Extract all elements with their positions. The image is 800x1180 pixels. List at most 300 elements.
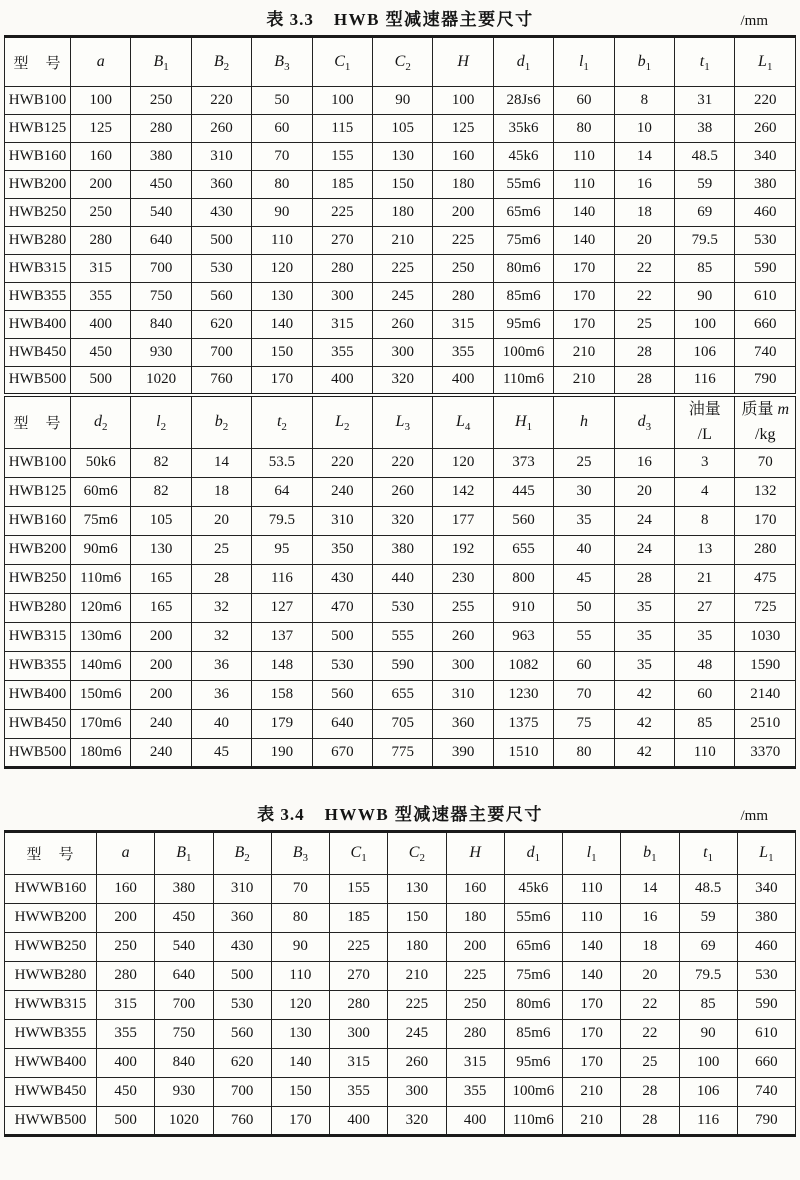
value-cell: 930 (131, 339, 191, 367)
value-cell: 110 (554, 143, 614, 171)
value-cell: 260 (388, 1048, 446, 1077)
table-row (5, 593, 796, 622)
value-cell: 963 (493, 622, 553, 651)
value-cell: 355 (330, 1077, 388, 1106)
value-cell: 55m6 (504, 903, 562, 932)
value-cell: 28 (621, 1106, 679, 1135)
value-cell: 42 (614, 738, 674, 767)
column-header-h: h (554, 395, 614, 449)
value-cell: 225 (446, 961, 504, 990)
value-cell: 10 (614, 115, 674, 143)
value-cell: 500 (71, 367, 131, 395)
value-cell: 35k6 (493, 115, 553, 143)
value-cell: 45k6 (504, 874, 562, 903)
value-cell: 155 (312, 143, 372, 171)
table-row (5, 961, 796, 990)
value-cell: 210 (554, 367, 614, 395)
value-cell: 1030 (735, 622, 796, 651)
value-cell: 700 (131, 255, 191, 283)
value-cell: 59 (675, 171, 735, 199)
value-cell: 45 (554, 564, 614, 593)
value-cell: 380 (737, 903, 795, 932)
value-cell: 640 (312, 709, 372, 738)
value-cell: 590 (735, 255, 796, 283)
value-cell: 270 (330, 961, 388, 990)
value-cell: 140 (563, 932, 621, 961)
value-cell: 132 (735, 477, 796, 506)
model-cell: HWWB250 (5, 932, 97, 961)
value-cell: 21 (675, 564, 735, 593)
value-cell: 40 (554, 535, 614, 564)
value-cell: 760 (191, 367, 251, 395)
value-cell: 110 (554, 171, 614, 199)
value-cell: 1020 (155, 1106, 213, 1135)
value-cell: 160 (433, 143, 493, 171)
value-cell: 48 (675, 651, 735, 680)
value-cell: 210 (563, 1106, 621, 1135)
value-cell: 460 (737, 932, 795, 961)
value-cell: 35 (614, 651, 674, 680)
value-cell: 24 (614, 506, 674, 535)
value-cell: 140m6 (71, 651, 131, 680)
value-cell: 1082 (493, 651, 553, 680)
value-cell: 85 (675, 709, 735, 738)
table-3-3 (4, 35, 796, 769)
value-cell: 90 (252, 199, 312, 227)
value-cell: 110 (271, 961, 329, 990)
value-cell: 620 (191, 311, 251, 339)
value-cell: 555 (373, 622, 433, 651)
value-cell: 137 (252, 622, 312, 651)
table-3-4-header (5, 831, 796, 874)
column-header-H1: $H_1$ (493, 395, 553, 449)
value-cell: 120 (433, 448, 493, 477)
value-cell: 170 (554, 311, 614, 339)
column-header-d1: $d_1$ (504, 831, 562, 874)
value-cell: 60 (554, 87, 614, 115)
value-cell: 280 (433, 283, 493, 311)
table-3-3-title: HWB 型减速器主要尺寸 (333, 10, 534, 29)
model-cell: HWB315 (5, 622, 71, 651)
value-cell: 170 (252, 367, 312, 395)
value-cell: 70 (735, 448, 796, 477)
table-row (5, 1077, 796, 1106)
value-cell: 95m6 (493, 311, 553, 339)
value-cell: 450 (71, 339, 131, 367)
value-cell: 31 (675, 87, 735, 115)
model-cell: HWB200 (5, 171, 71, 199)
value-cell: 18 (614, 199, 674, 227)
value-cell: 100 (679, 1048, 737, 1077)
value-cell: 200 (71, 171, 131, 199)
value-cell: 470 (312, 593, 372, 622)
value-cell: 280 (446, 1019, 504, 1048)
value-cell: 32 (191, 622, 251, 651)
table-row (5, 87, 796, 115)
value-cell: 35 (554, 506, 614, 535)
column-header-b1: $b_1$ (614, 37, 674, 87)
value-cell: 40 (191, 709, 251, 738)
header-row (5, 831, 796, 874)
value-cell: 150 (252, 339, 312, 367)
value-cell: 460 (735, 199, 796, 227)
value-cell: 14 (191, 448, 251, 477)
value-cell: 170 (271, 1106, 329, 1135)
value-cell: 240 (312, 477, 372, 506)
model-cell: HWB125 (5, 477, 71, 506)
value-cell: 140 (252, 311, 312, 339)
model-cell: HWB500 (5, 738, 71, 767)
column-header-model: 型 号 (5, 37, 71, 87)
value-cell: 640 (131, 227, 191, 255)
value-cell: 280 (735, 535, 796, 564)
value-cell: 315 (71, 255, 131, 283)
column-header-a: a (97, 831, 155, 874)
table-row (5, 477, 796, 506)
value-cell: 220 (312, 448, 372, 477)
column-header-L1: $L_1$ (735, 37, 796, 87)
value-cell: 180 (433, 171, 493, 199)
value-cell: 355 (312, 339, 372, 367)
value-cell: 180 (373, 199, 433, 227)
header-row (5, 395, 796, 449)
value-cell: 1510 (493, 738, 553, 767)
value-cell: 69 (679, 932, 737, 961)
model-cell: HWB280 (5, 227, 71, 255)
value-cell: 220 (191, 87, 251, 115)
value-cell: 80 (252, 171, 312, 199)
value-cell: 1020 (131, 367, 191, 395)
value-cell: 75m6 (504, 961, 562, 990)
table-row (5, 932, 796, 961)
value-cell: 20 (191, 506, 251, 535)
model-cell: HWB125 (5, 115, 71, 143)
column-header-t2: $t_2$ (252, 395, 312, 449)
value-cell: 560 (312, 680, 372, 709)
value-cell: 180m6 (71, 738, 131, 767)
model-cell: HWB315 (5, 255, 71, 283)
table-row (5, 367, 796, 395)
model-cell: HWB250 (5, 199, 71, 227)
value-cell: 185 (330, 903, 388, 932)
table-row (5, 1019, 796, 1048)
value-cell: 106 (679, 1077, 737, 1106)
table-row (5, 651, 796, 680)
column-header-d1: $d_1$ (493, 37, 553, 87)
value-cell: 740 (737, 1077, 795, 1106)
value-cell: 59 (679, 903, 737, 932)
value-cell: 110 (563, 874, 621, 903)
value-cell: 140 (554, 199, 614, 227)
value-cell: 28 (614, 367, 674, 395)
header-line: 质量 m (741, 400, 790, 418)
value-cell: 8 (675, 506, 735, 535)
value-cell: 185 (312, 171, 372, 199)
value-cell: 105 (373, 115, 433, 143)
value-cell: 450 (131, 171, 191, 199)
value-cell: 390 (433, 738, 493, 767)
value-cell: 200 (433, 199, 493, 227)
value-cell: 240 (131, 709, 191, 738)
value-cell: 82 (131, 477, 191, 506)
value-cell: 340 (737, 874, 795, 903)
table-row (5, 171, 796, 199)
value-cell: 170m6 (71, 709, 131, 738)
model-cell: HWWB400 (5, 1048, 97, 1077)
value-cell: 280 (131, 115, 191, 143)
value-cell: 140 (554, 227, 614, 255)
value-cell: 560 (213, 1019, 271, 1048)
table-row (5, 283, 796, 311)
value-cell: 13 (675, 535, 735, 564)
value-cell: 380 (735, 171, 796, 199)
value-cell: 475 (735, 564, 796, 593)
value-cell: 27 (675, 593, 735, 622)
value-cell: 220 (735, 87, 796, 115)
value-cell: 225 (388, 990, 446, 1019)
model-cell: HWWB500 (5, 1106, 97, 1135)
column-header-l1: $l_1$ (554, 37, 614, 87)
value-cell: 355 (97, 1019, 155, 1048)
value-cell: 100 (433, 87, 493, 115)
table-3-3-header-upper (5, 37, 796, 87)
value-cell: 50k6 (71, 448, 131, 477)
table-3-4 (4, 830, 796, 1137)
value-cell: 355 (71, 283, 131, 311)
value-cell: 620 (213, 1048, 271, 1077)
value-cell: 360 (433, 709, 493, 738)
value-cell: 700 (191, 339, 251, 367)
model-cell: HWWB450 (5, 1077, 97, 1106)
value-cell: 220 (373, 448, 433, 477)
value-cell: 1590 (735, 651, 796, 680)
value-cell: 150m6 (71, 680, 131, 709)
column-header-L4: $L_4$ (433, 395, 493, 449)
value-cell: 200 (446, 932, 504, 961)
value-cell: 260 (735, 115, 796, 143)
value-cell: 16 (621, 903, 679, 932)
value-cell: 20 (614, 477, 674, 506)
value-cell: 100 (71, 87, 131, 115)
value-cell: 120m6 (71, 593, 131, 622)
value-cell: 160 (71, 143, 131, 171)
table-3-3-unit-label: /mm (740, 13, 768, 29)
value-cell: 530 (312, 651, 372, 680)
value-cell: 110 (563, 903, 621, 932)
header-row (5, 37, 796, 87)
value-cell: 25 (614, 311, 674, 339)
value-cell: 130 (252, 283, 312, 311)
table-3-4-title: HWWB 型减速器主要尺寸 (324, 804, 543, 824)
table-3-4-caption (4, 803, 796, 827)
value-cell: 155 (330, 874, 388, 903)
model-cell: HWB160 (5, 506, 71, 535)
value-cell: 20 (621, 961, 679, 990)
value-cell: 250 (433, 255, 493, 283)
value-cell: 90 (373, 87, 433, 115)
value-cell: 28 (614, 564, 674, 593)
value-cell: 42 (614, 680, 674, 709)
value-cell: 179 (252, 709, 312, 738)
value-cell: 3370 (735, 738, 796, 767)
value-cell: 530 (735, 227, 796, 255)
value-cell: 590 (737, 990, 795, 1019)
value-cell: 450 (97, 1077, 155, 1106)
column-header-b2: $b_2$ (191, 395, 251, 449)
value-cell: 16 (614, 171, 674, 199)
value-cell: 380 (155, 874, 213, 903)
value-cell: 400 (97, 1048, 155, 1077)
value-cell: 60 (554, 651, 614, 680)
value-cell: 260 (433, 622, 493, 651)
column-header-H: H (446, 831, 504, 874)
value-cell: 445 (493, 477, 553, 506)
column-header-C1: $C_1$ (330, 831, 388, 874)
value-cell: 170 (563, 1019, 621, 1048)
value-cell: 170 (735, 506, 796, 535)
value-cell: 315 (433, 311, 493, 339)
value-cell: 300 (312, 283, 372, 311)
value-cell: 18 (191, 477, 251, 506)
header-line: /L (697, 426, 712, 444)
value-cell: 80 (271, 903, 329, 932)
value-cell: 14 (614, 143, 674, 171)
model-cell: HWWB315 (5, 990, 97, 1019)
value-cell: 90m6 (71, 535, 131, 564)
value-cell: 360 (213, 903, 271, 932)
table-row (5, 339, 796, 367)
value-cell: 225 (312, 199, 372, 227)
value-cell: 300 (388, 1077, 446, 1106)
value-cell: 14 (621, 874, 679, 903)
value-cell: 430 (312, 564, 372, 593)
value-cell: 165 (131, 564, 191, 593)
value-cell: 90 (679, 1019, 737, 1048)
value-cell: 190 (252, 738, 312, 767)
value-cell: 400 (312, 367, 372, 395)
value-cell: 110 (675, 738, 735, 767)
value-cell: 60m6 (71, 477, 131, 506)
value-cell: 700 (213, 1077, 271, 1106)
header-line: /kg (755, 426, 776, 444)
value-cell: 170 (554, 255, 614, 283)
value-cell: 775 (373, 738, 433, 767)
value-cell: 22 (614, 255, 674, 283)
table-row (5, 990, 796, 1019)
value-cell: 750 (155, 1019, 213, 1048)
value-cell: 705 (373, 709, 433, 738)
model-cell: HWB500 (5, 367, 71, 395)
value-cell: 110 (252, 227, 312, 255)
value-cell: 55 (554, 622, 614, 651)
value-cell: 590 (373, 651, 433, 680)
model-cell: HWB355 (5, 651, 71, 680)
value-cell: 655 (493, 535, 553, 564)
value-cell: 22 (621, 1019, 679, 1048)
value-cell: 225 (330, 932, 388, 961)
column-header-L2: $L_2$ (312, 395, 372, 449)
value-cell: 530 (191, 255, 251, 283)
value-cell: 310 (433, 680, 493, 709)
value-cell: 400 (330, 1106, 388, 1135)
value-cell: 65m6 (493, 199, 553, 227)
column-header-d2: $d_2$ (71, 395, 131, 449)
value-cell: 100m6 (493, 339, 553, 367)
value-cell: 24 (614, 535, 674, 564)
model-cell: HWWB160 (5, 874, 97, 903)
model-cell: HWWB355 (5, 1019, 97, 1048)
table-row (5, 874, 796, 903)
column-header-d3: $d_3$ (614, 395, 674, 449)
value-cell: 540 (155, 932, 213, 961)
value-cell: 150 (271, 1077, 329, 1106)
value-cell: 160 (97, 874, 155, 903)
value-cell: 60 (675, 680, 735, 709)
value-cell: 500 (191, 227, 251, 255)
value-cell: 560 (191, 283, 251, 311)
value-cell: 75m6 (71, 506, 131, 535)
model-cell: HWWB200 (5, 903, 97, 932)
value-cell: 310 (191, 143, 251, 171)
value-cell: 30 (554, 477, 614, 506)
value-cell: 640 (155, 961, 213, 990)
value-cell: 100 (675, 311, 735, 339)
table-row (5, 311, 796, 339)
value-cell: 100 (312, 87, 372, 115)
value-cell: 170 (563, 1048, 621, 1077)
value-cell: 79.5 (675, 227, 735, 255)
value-cell: 45 (191, 738, 251, 767)
value-cell: 100m6 (504, 1077, 562, 1106)
value-cell: 320 (388, 1106, 446, 1135)
table-row (5, 709, 796, 738)
value-cell: 150 (388, 903, 446, 932)
value-cell: 165 (131, 593, 191, 622)
value-cell: 430 (213, 932, 271, 961)
value-cell: 116 (675, 367, 735, 395)
value-cell: 450 (155, 903, 213, 932)
column-header-C2: $C_2$ (373, 37, 433, 87)
value-cell: 50 (554, 593, 614, 622)
value-cell: 500 (312, 622, 372, 651)
value-cell: 4 (675, 477, 735, 506)
value-cell: 48.5 (679, 874, 737, 903)
value-cell: 28 (191, 564, 251, 593)
value-cell: 380 (131, 143, 191, 171)
value-cell: 210 (563, 1077, 621, 1106)
value-cell: 28 (614, 339, 674, 367)
table-3-3-body-lower (5, 448, 796, 767)
value-cell: 125 (433, 115, 493, 143)
value-cell: 373 (493, 448, 553, 477)
value-cell: 158 (252, 680, 312, 709)
value-cell: 610 (735, 283, 796, 311)
value-cell: 35 (614, 593, 674, 622)
value-cell: 255 (433, 593, 493, 622)
value-cell: 95m6 (504, 1048, 562, 1077)
value-cell: 42 (614, 709, 674, 738)
value-cell: 400 (433, 367, 493, 395)
value-cell: 400 (446, 1106, 504, 1135)
table-3-3-body-upper (5, 87, 796, 395)
column-header-B1: $B_1$ (131, 37, 191, 87)
value-cell: 790 (737, 1106, 795, 1135)
value-cell: 130 (131, 535, 191, 564)
column-header-L3: $L_3$ (373, 395, 433, 449)
value-cell: 130 (271, 1019, 329, 1048)
value-cell: 800 (493, 564, 553, 593)
value-cell: 48.5 (675, 143, 735, 171)
